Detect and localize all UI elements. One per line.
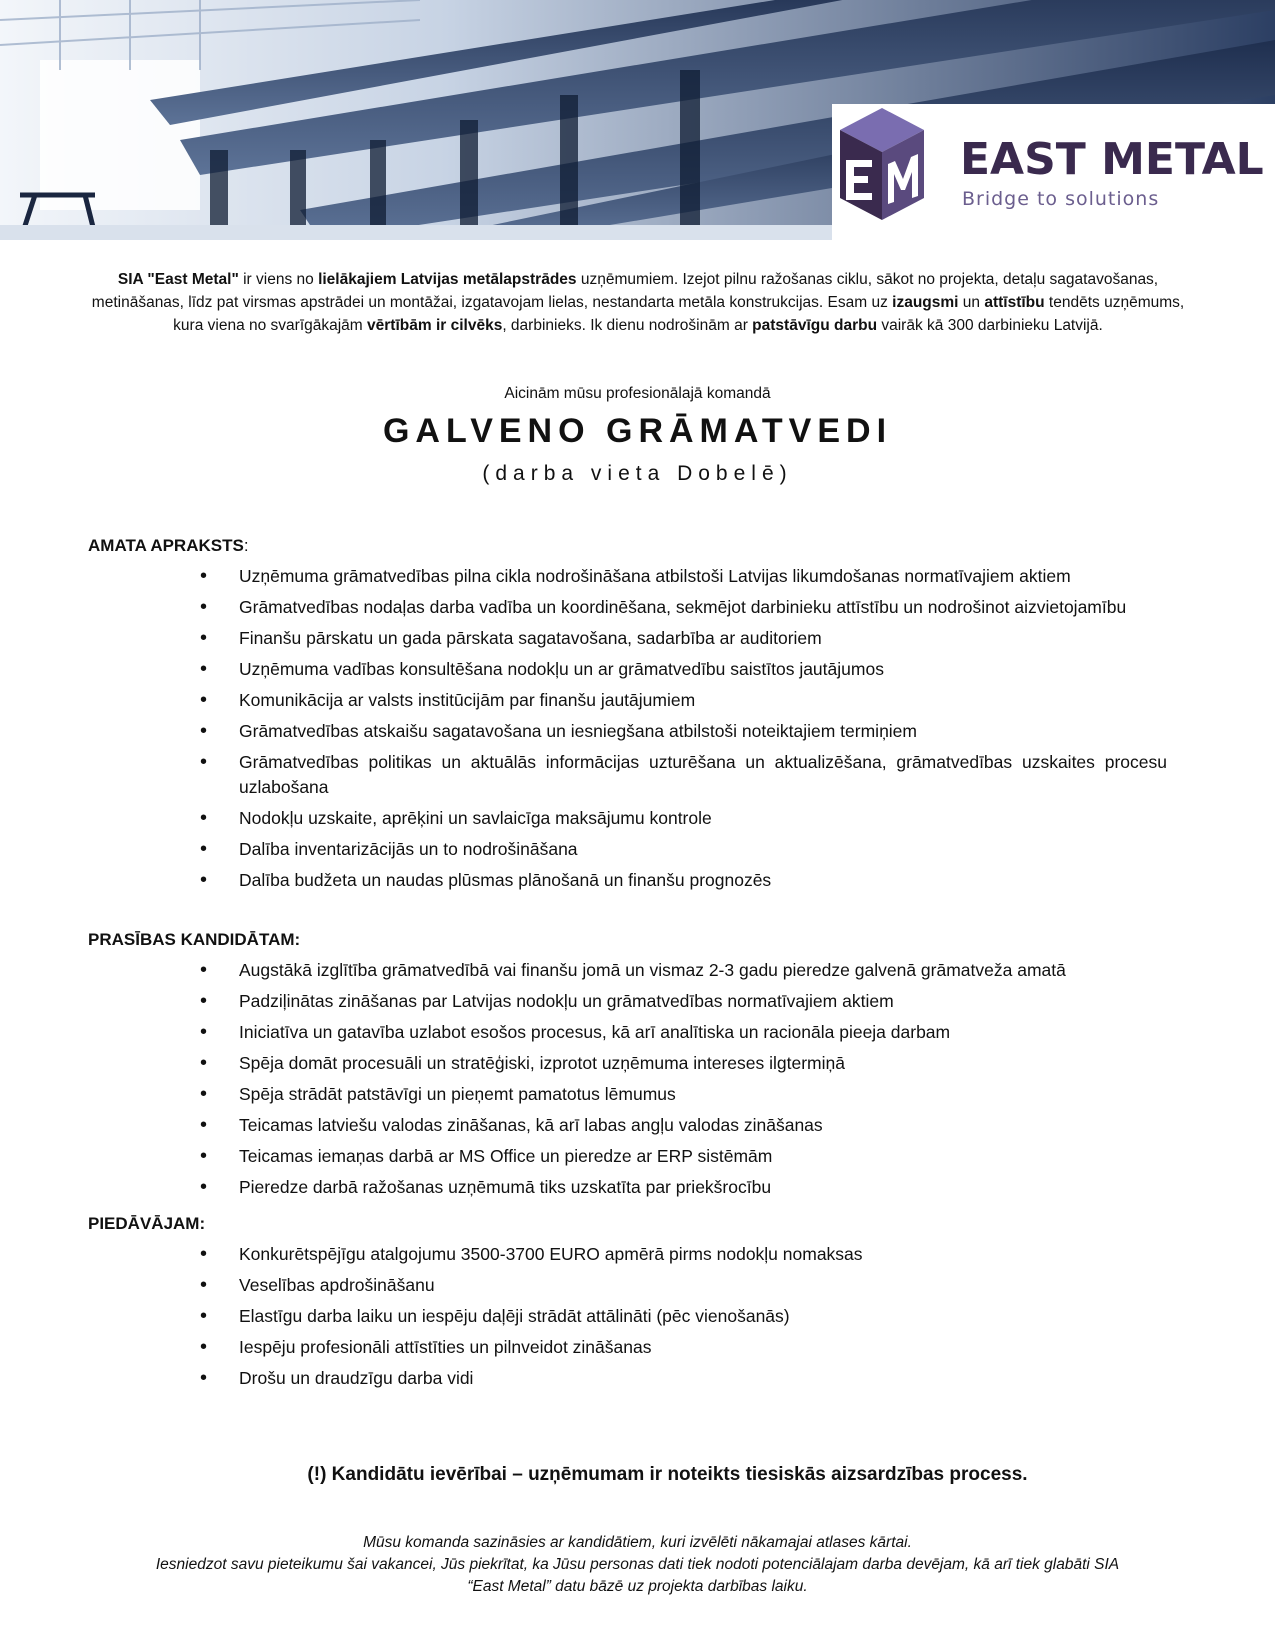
list-item: • Finanšu pārskatu un gada pārskata sagatavošana, sadarbība ar auditoriem bbox=[200, 626, 1167, 651]
list-item: • Augstākā izglītība grāmatvedībā vai finanšu jomā un vismaz 2-3 gadu pieredze galvenā grāmatveža amatā bbox=[200, 958, 1167, 983]
list-item: • Drošu un draudzīgu darba vidi bbox=[200, 1366, 1167, 1391]
list-item: • Grāmatvedības atskaišu sagatavošana un iesniegšana atbilstoši noteiktajiem termiņiem bbox=[200, 719, 1167, 744]
company-intro bbox=[88, 268, 1188, 337]
intro-bold: attīstību bbox=[984, 294, 1045, 311]
description-list bbox=[200, 564, 1167, 899]
list-item: • Konkurētspējīgu atalgojumu 3500-3700 EURO apmērā pirms nodokļu nomaksas bbox=[200, 1242, 1167, 1267]
list-item: • Uzņēmuma vadības konsultēšana nodokļu un ar grāmatvedību saistītos jautājumos bbox=[200, 657, 1167, 682]
list-item: • Spēja strādāt patstāvīgi un pieņemt pamatotus lēmumus bbox=[200, 1082, 1167, 1107]
heading-text: AMATA APRAKSTS bbox=[88, 536, 244, 555]
em-cube-icon bbox=[832, 104, 932, 224]
footer-line: Iesniedzot savu pieteikumu šai vakancei, Jūs piekrītat, ka Jūsu personas dati tiek nodoti potenciālajam darba devējam, kā arī tiek glabāti SIA bbox=[155, 1556, 1120, 1573]
requirements-list bbox=[200, 958, 1167, 1206]
list-item: • Pieredze darbā ražošanas uzņēmumā tiks uzskatīta par priekšrocību bbox=[200, 1175, 1167, 1200]
list-item: • Teicamas latviešu valodas zināšanas, kā arī labas angļu valodas zināšanas bbox=[200, 1113, 1167, 1138]
list-item: • Dalība inventarizācijās un to nodrošināšana bbox=[200, 837, 1167, 862]
legal-notice: (!) Kandidātu ievērībai – uzņēmumam ir noteikts tiesiskās aizsardzības process. bbox=[307, 1464, 1028, 1485]
footer-line: “East Metal” datu bāzē uz projekta darbības laiku. bbox=[467, 1578, 808, 1595]
intro-text: , darbinieks. Ik dienu nodrošinām ar bbox=[502, 317, 753, 334]
intro-bold: patstāvīgu darbu bbox=[752, 317, 878, 334]
list-item: • Veselības apdrošināšanu bbox=[200, 1273, 1167, 1298]
list-item: • Dalība budžeta un naudas plūsmas plānošanā un finanšu prognozēs bbox=[200, 868, 1167, 893]
brand-name: EAST METAL bbox=[960, 134, 1264, 185]
company-logo bbox=[832, 104, 1275, 240]
intro-company: SIA "East Metal" bbox=[117, 271, 239, 288]
list-item: • Grāmatvedības politikas un aktuālās informācijas uzturēšana un aktualizēšana, grāmatvedības uzskaites procesu uzlabošana bbox=[200, 750, 1167, 800]
job-location: (darba vieta Dobelē) bbox=[482, 462, 793, 485]
intro-text: uzņēmumiem. Izejot pilnu ražošanas ciklu, sākot no projekta, detaļu sagatavošanas, metināšanas, līdz pat virsmas apstrādei un montāžai, izgatavojam lielas, nestandarta metāla konstrukcijas. Esam uz bbox=[91, 271, 1159, 311]
hero-banner bbox=[0, 0, 1275, 240]
list-item: • Nodokļu uzskaite, aprēķini un savlaicīga maksājumu kontrole bbox=[200, 806, 1167, 831]
list-item: • Iniciatīva un gatavība uzlabot esošos procesus, kā arī analītiska un racionāla pieeja darbam bbox=[200, 1020, 1167, 1045]
footer-disclaimer bbox=[60, 1532, 1215, 1598]
list-item: • Padziļinātas zināšanas par Latvijas nodokļu un grāmatvedības normatīvajiem aktiem bbox=[200, 989, 1167, 1014]
intro-text: un bbox=[958, 294, 985, 311]
intro-bold: izaugsmi bbox=[892, 294, 959, 311]
list-item: • Uzņēmuma grāmatvedības pilna cikla nodrošināšana atbilstoši Latvijas likumdošanas normatīvajiem aktiem bbox=[200, 564, 1167, 589]
job-title: GALVENO GRĀMATVEDI bbox=[382, 412, 893, 450]
heading-colon: : bbox=[243, 536, 249, 555]
list-item: • Teicamas iemaņas darbā ar MS Office un pieredze ar ERP sistēmām bbox=[200, 1144, 1167, 1169]
list-item: • Elastīgu darba laiku un iespēju daļēji strādāt attālināti (pēc vienošanās) bbox=[200, 1304, 1167, 1329]
list-item: • Komunikācija ar valsts institūcijām par finanšu jautājumiem bbox=[200, 688, 1167, 713]
intro-text: vairāk kā 300 darbinieku Latvijā. bbox=[877, 317, 1103, 334]
footer-line: Mūsu komanda sazināsies ar kandidātiem, kuri izvēlēti nākamajai atlases kārtai. bbox=[363, 1534, 912, 1551]
section-heading-description bbox=[88, 536, 249, 556]
section-heading-offer: PIEDĀVĀJAM: bbox=[88, 1214, 206, 1233]
list-item: • Spēja domāt procesuāli un stratēģiski, izprotot uzņēmuma intereses ilgtermiņā bbox=[200, 1051, 1167, 1076]
section-heading-requirements: PRASĪBAS KANDIDĀTAM: bbox=[88, 930, 301, 949]
brand-tagline: Bridge to solutions bbox=[962, 188, 1160, 210]
intro-bold: lielākajiem Latvijas metālapstrādes bbox=[318, 271, 577, 288]
intro-text: ir viens no bbox=[238, 271, 319, 288]
list-item: • Iespēju profesionāli attīstīties un pilnveidot zināšanas bbox=[200, 1335, 1167, 1360]
intro-bold: vērtībām ir cilvēks bbox=[367, 317, 503, 334]
intro-text: tendēts uzņēmums, kura viena no svarīgākajām bbox=[173, 294, 1185, 334]
invite-line: Aicinām mūsu profesionālajā komandā bbox=[504, 385, 771, 402]
list-item: • Grāmatvedības nodaļas darba vadība un koordinēšana, sekmējot darbinieku attīstību un nodrošinot aizvietojamību bbox=[200, 595, 1167, 620]
offer-list bbox=[200, 1242, 1167, 1397]
